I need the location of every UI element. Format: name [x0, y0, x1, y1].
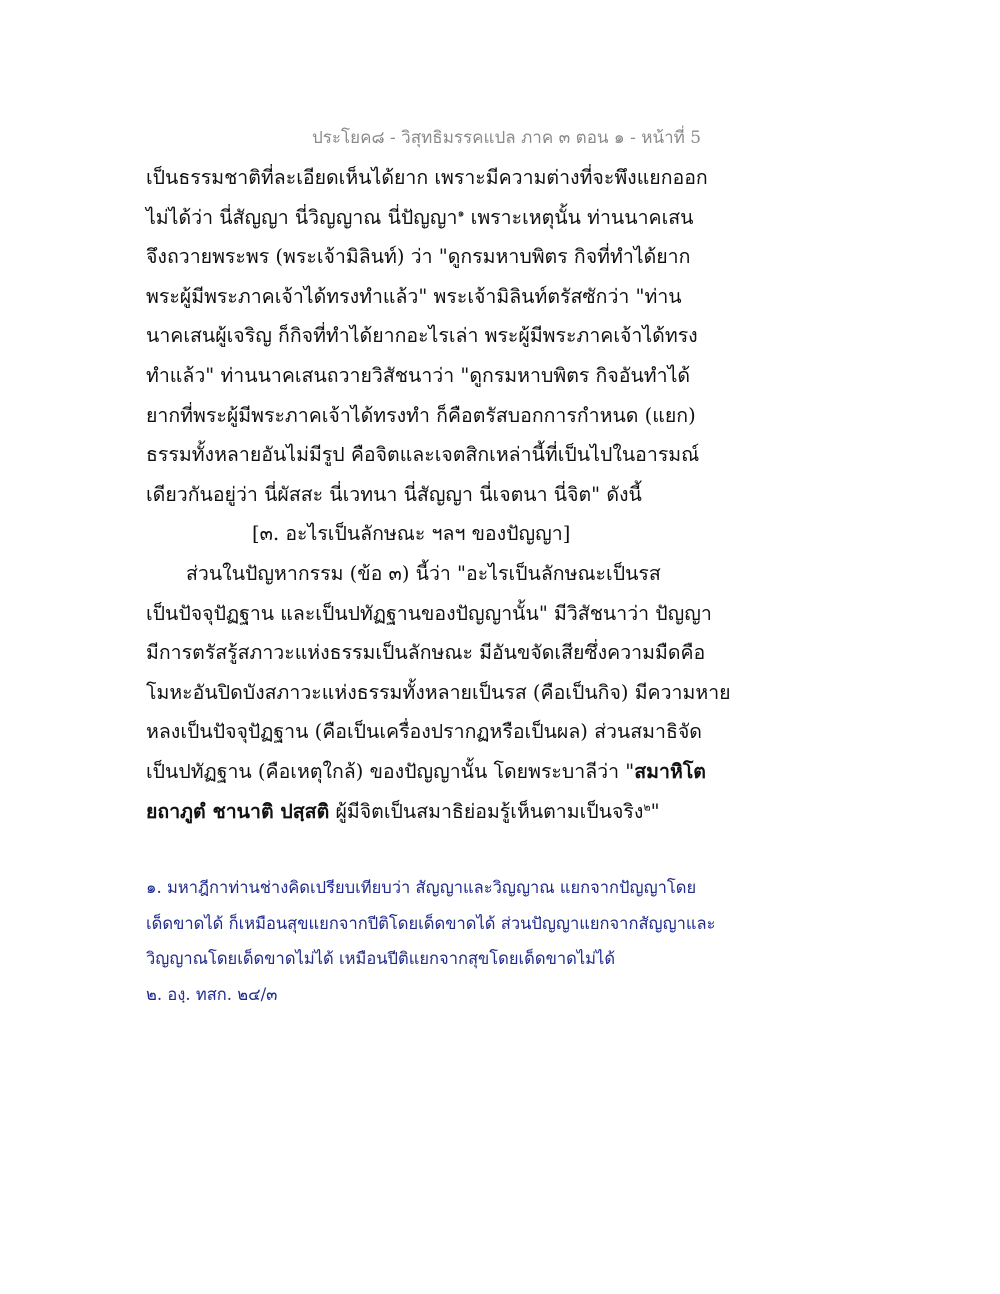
text-line: ธรรมทั้งหลายอันไม่มีรูป คือจิตและเจตสิกเหล่านี้ที่เป็นไปในอารมณ์	[146, 443, 700, 467]
text-segment: เป็นปทัฏฐาน (คือเหตุใกล้) ของปัญญานั้น โดยพระบาลีว่า "	[146, 759, 635, 783]
text-line: เป็นปัจจุปัฏฐาน และเป็นปทัฏฐานของปัญญานั้น" มีวิสัชนาว่า ปัญญา	[146, 601, 712, 625]
text-line: จึงถวายพระพร (พระเจ้ามิลินท์) ว่า "ดูกรมหาบพิตร กิจที่ทำได้ยาก	[146, 245, 691, 269]
text-line: นาคเสนผู้เจริญ ก็กิจที่ทำได้ยากอะไรเล่า พระผู้มีพระภาคเจ้าได้ทรง	[146, 324, 698, 348]
text-line: ยากที่พระผู้มีพระภาคเจ้าได้ทรงทำ ก็คือตรัสบอกการกำหนด (แยก)	[146, 403, 696, 427]
text-segment: "	[650, 799, 660, 823]
text-line: เดียวกันอยู่ว่า นี่ผัสสะ นี่เวทนา นี่สัญญา นี่เจตนา นี่จิต" ดังนี้	[146, 482, 642, 506]
text-segment: ไม่ได้ว่า นี่สัญญา นี่วิญญาณ นี่ปัญญา	[146, 205, 458, 229]
footnote-line: ๒. องฺ. ทสก. ๒๔/๓	[146, 984, 278, 1004]
text-line: หลงเป็นปัจจุปัฏฐาน (คือเป็นเครื่องปรากฏหรือเป็นผล) ส่วนสมาธิจัด	[146, 720, 702, 744]
text-line: เป็นธรรมชาติที่ละเอียดเห็นได้ยาก เพราะมีความต่างที่จะพึงแยกออก	[146, 166, 708, 189]
text-line: ส่วนในปัญหากรรม (ข้อ ๓) นี้ว่า "อะไรเป็นลักษณะเป็นรส	[186, 561, 661, 585]
text-line	[146, 198, 846, 238]
footnote-line: วิญญาณโดยเด็ดขาดไม่ได้ เหมือนปีติแยกจากสุขโดยเด็ดขาดไม่ได้	[146, 949, 616, 968]
pali-quote: สมาหิโต	[634, 759, 706, 783]
text-line: มีการตรัสรู้สภาวะแห่งธรรมเป็นลักษณะ มีอันขจัดเสียซึ่งความมืดคือ	[146, 641, 706, 665]
running-header: ประโยค๘ - วิสุทธิมรรคแปล ภาค ๓ ตอน ๑ - หน้าที่ 5	[312, 128, 702, 148]
text-segment: เพราะเหตุนั้น ท่านนาคเสน	[464, 205, 694, 229]
section-heading: [๓. อะไรเป็นลักษณะ ฯลฯ ของปัญญา]	[252, 522, 571, 546]
pali-quote: ยถาภูตํ ชานาติ ปสฺสติ	[146, 799, 330, 823]
text-line: ทำแล้ว" ท่านนาคเสนถวายวิสัชนาว่า "ดูกรมหาบพิตร กิจอันทำได้	[146, 363, 691, 387]
main-text	[146, 158, 846, 831]
footnote-line: เด็ดขาดได้ ก็เหมือนสุขแยกจากปีติโดยเด็ดขาดได้ ส่วนปัญญาแยกจากสัญญาและ	[146, 913, 716, 933]
text-line: พระผู้มีพระภาคเจ้าได้ทรงทำแล้ว" พระเจ้ามิลินท์ตรัสซักว่า "ท่าน	[146, 284, 682, 308]
text-segment: ผู้มีจิตเป็นสมาธิย่อมรู้เห็นตามเป็นจริง	[329, 799, 644, 823]
text-line	[146, 792, 846, 832]
footnote-mark: ๒	[643, 800, 651, 813]
text-line: โมหะอันปิดบังสภาวะแห่งธรรมทั้งหลายเป็นรส (คือเป็นกิจ) มีความหาย	[146, 680, 731, 704]
footnote-line: ๑. มหาฎีกาท่านช่างคิดเปรียบเทียบว่า สัญญาและวิญญาณ แยกจากปัญญาโดย	[146, 878, 697, 897]
text-line	[146, 752, 846, 792]
footnotes	[146, 870, 866, 1012]
footnote-mark: ๑	[457, 206, 465, 220]
